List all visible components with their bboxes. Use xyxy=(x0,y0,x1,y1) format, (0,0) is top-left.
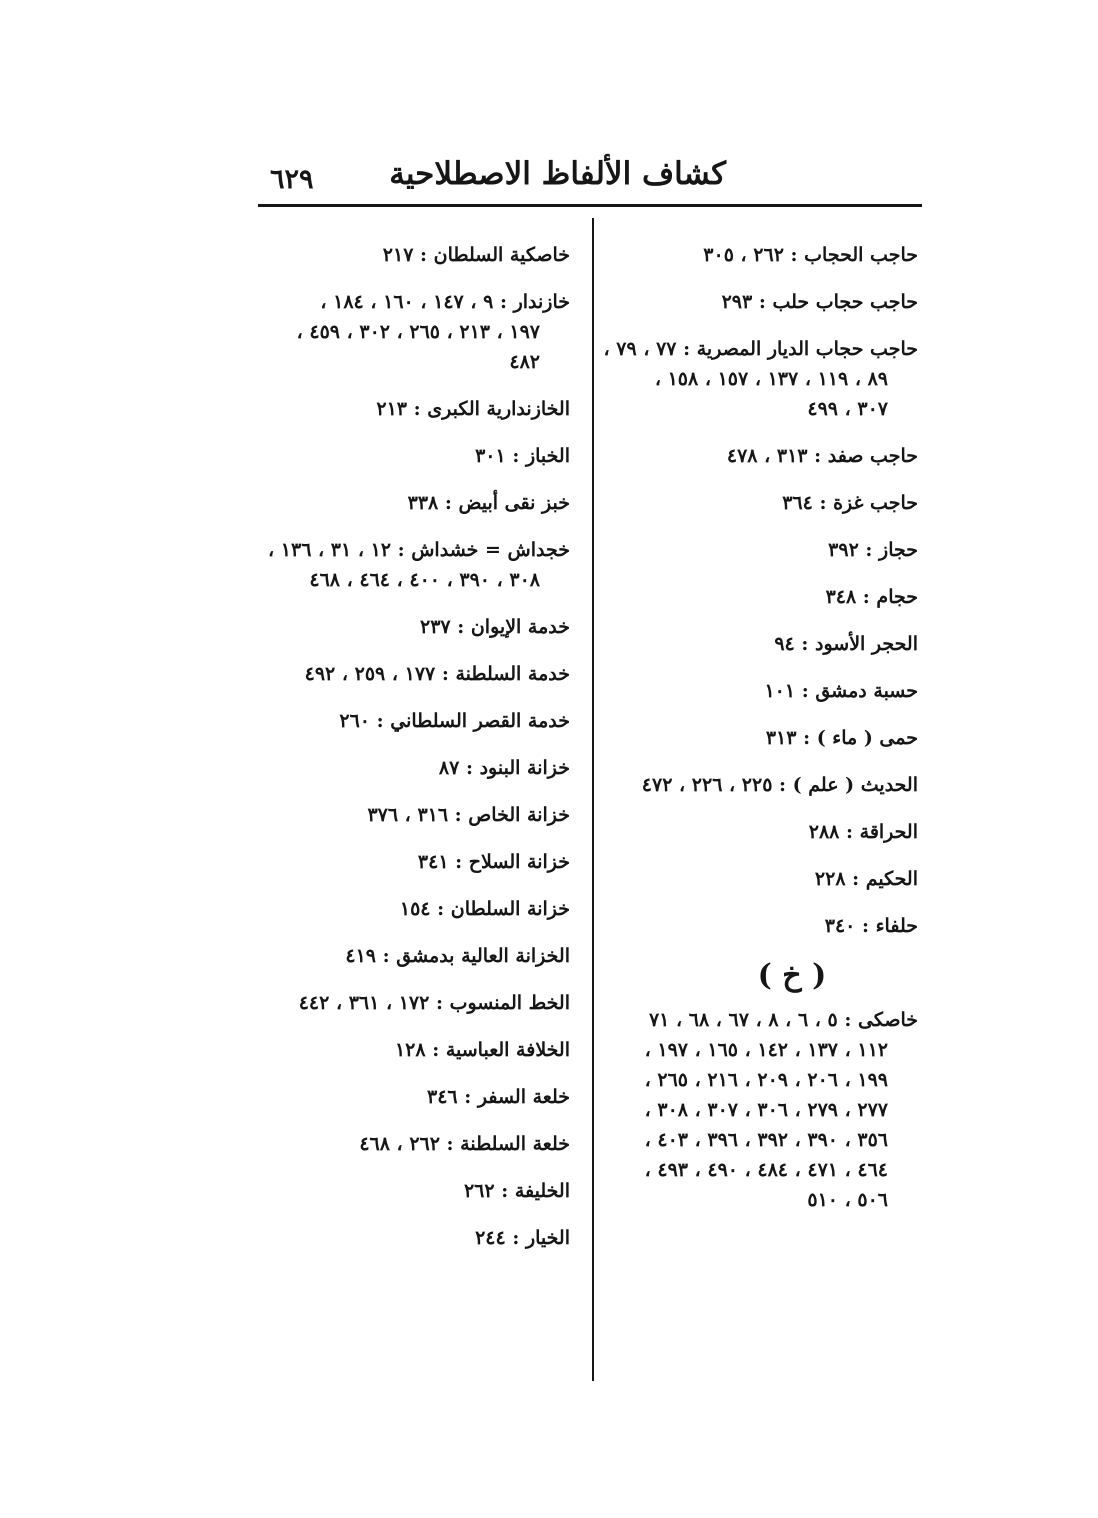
index-entry xyxy=(268,1082,570,1112)
index-entry xyxy=(268,1223,570,1253)
entry-continuation-line: ٤۸۲ xyxy=(509,351,540,373)
index-entry xyxy=(606,535,918,565)
index-entry xyxy=(268,659,570,689)
entry-term-line: الخباز : ۳۰۱ xyxy=(475,445,570,467)
index-entry xyxy=(268,1035,570,1065)
index-entry xyxy=(606,817,918,847)
index-entry xyxy=(268,706,570,736)
entry-continuation-line: ۱۹۷ ، ۲۱۳ ، ۲٦٥ ، ۳۰۲ ، ٤٥۹ ، xyxy=(296,321,540,343)
entry-term-line: خاصكية السلطان : ۲۱۷ xyxy=(382,244,570,266)
index-column-right xyxy=(603,240,918,1232)
entry-term-line: حاجب حجاب الديار المصرية : ۷۷ ، ۷۹ ، xyxy=(603,338,918,360)
entry-continuation-line: ۱۹۹ ، ۲۰٦ ، ۲۰۹ ، ۲۱٦ ، ۲٦٥ ، xyxy=(644,1069,888,1091)
index-entry xyxy=(603,334,918,424)
header-rule xyxy=(258,204,922,207)
index-entry xyxy=(268,535,570,595)
entry-term-line: الحراقة : ۲۸۸ xyxy=(808,821,918,843)
entry-continuation-line: ٥۰٦ ، ٥۱۰ xyxy=(807,1189,888,1211)
entry-term-line: خاصكى : ٥ ، ٦ ، ۸ ، ٦۷ ، ٦۸ ، ۷۱ xyxy=(648,1009,918,1031)
entry-term-line: الحديث ( علم ) : ۲۲٥ ، ۲۲٦ ، ٤۷۲ xyxy=(641,774,918,796)
entry-term-line: حاجب حجاب حلب : ۲۹۳ xyxy=(721,291,918,313)
entry-term-line: حاجب غزة : ۳٦٤ xyxy=(782,492,918,514)
entry-term-line: حاجب الحجاب : ۲٦۲ ، ۳۰٥ xyxy=(703,244,918,266)
index-entry xyxy=(606,676,918,706)
index-entry xyxy=(268,441,570,471)
entry-term-line: خزانة السلطان : ۱٥٤ xyxy=(399,898,570,920)
index-column-left xyxy=(268,240,570,1270)
entry-term-line: حسبة دمشق : ۱۰۱ xyxy=(764,680,918,702)
page-header xyxy=(258,150,922,202)
entry-term-line: حمى ( ماء ) : ۳۱۳ xyxy=(765,727,918,749)
entry-term-line: خزانة البنود : ۸۷ xyxy=(438,757,570,779)
entry-continuation-line: ۲۷۷ ، ۲۷۹ ، ۳۰٦ ، ۳۰۷ ، ۳۰۸ ، xyxy=(644,1099,888,1121)
section-letter-heading: ( خ ) xyxy=(757,958,827,993)
entry-term-line: خازندار : ۹ ، ۱٤۷ ، ۱٦۰ ، ۱۸٤ ، xyxy=(320,291,570,313)
index-entry xyxy=(606,441,918,471)
entry-term-line: خدمة السلطنة : ۱۷۷ ، ۲٥۹ ، ٤۹۲ xyxy=(304,663,570,685)
entry-continuation-line: ٤٦٤ ، ٤۷۱ ، ٤۸٤ ، ٤۹۰ ، ٤۹۳ ، xyxy=(644,1159,888,1181)
entry-term-line: حلفاء : ۳٤۰ xyxy=(824,915,918,937)
page-title: كشاف الألفاظ الاصطلاحية xyxy=(389,156,726,192)
entry-continuation-line: ۳٥٦ ، ۳۹۰ ، ۳۹۲ ، ۳۹٦ ، ٤۰۳ ، xyxy=(644,1129,888,1151)
entry-term-line: الخزانة العالية بدمشق : ٤۱۹ xyxy=(345,945,570,967)
index-entry xyxy=(268,988,570,1018)
entry-term-line: خلعة السلطنة : ۲٦۲ ، ٤٦۸ xyxy=(359,1133,570,1155)
index-entry xyxy=(606,582,918,612)
index-entry xyxy=(268,894,570,924)
index-entry xyxy=(606,911,918,941)
index-entry xyxy=(606,1005,918,1215)
index-entry xyxy=(268,394,570,424)
entry-term-line: خجداش = خشداش : ۱۲ ، ۳۱ ، ۱۳٦ ، xyxy=(268,539,570,561)
entry-term-line: حاجب صفد : ۳۱۳ ، ٤۷۸ xyxy=(726,445,918,467)
index-entry xyxy=(268,240,570,270)
index-entry xyxy=(606,770,918,800)
index-entry xyxy=(268,1176,570,1206)
index-entry xyxy=(268,612,570,642)
entry-term-line: حجاز : ۳۹۲ xyxy=(828,539,918,561)
column-divider xyxy=(592,218,594,1381)
entry-continuation-line: ۳۰۸ ، ۳۹۰ ، ٤۰۰ ، ٤٦٤ ، ٤٦۸ xyxy=(309,569,540,591)
entry-term-line: الحجر الأسود : ۹٤ xyxy=(774,633,918,655)
entry-continuation-line: ۸۹ ، ۱۱۹ ، ۱۳۷ ، ۱٥۷ ، ۱٥۸ ، xyxy=(654,368,888,390)
index-entry xyxy=(606,488,918,518)
entry-term-line: الخط المنسوب : ۱۷۲ ، ۳٦۱ ، ٤٤۲ xyxy=(298,992,570,1014)
entry-term-line: الخيار : ۲٤٤ xyxy=(475,1227,570,1249)
entry-term-line: خزانة الخاص : ۳۱٦ ، ۳۷٦ xyxy=(367,804,570,826)
index-entry xyxy=(268,287,570,377)
index-entry xyxy=(606,240,918,270)
index-entry xyxy=(268,847,570,877)
index-entry xyxy=(606,723,918,753)
page-number: ٦٢٩ xyxy=(270,164,314,195)
entry-term-line: الخلافة العباسية : ۱۲۸ xyxy=(394,1039,570,1061)
entry-term-line: خدمة القصر السلطاني : ۲٦۰ xyxy=(339,710,570,732)
index-entry xyxy=(268,800,570,830)
index-entry xyxy=(268,753,570,783)
entry-term-line: خدمة الإيوان : ۲۳۷ xyxy=(419,616,570,638)
entry-term-line: خزانة السلاح : ۳٤۱ xyxy=(417,851,570,873)
entry-term-line: حجام : ۳٤۸ xyxy=(825,586,918,608)
index-entry xyxy=(606,287,918,317)
entry-continuation-line: ۳۰۷ ، ٤۹۹ xyxy=(807,398,888,420)
index-entry xyxy=(268,1129,570,1159)
index-entry xyxy=(268,488,570,518)
entry-term-line: خبز نقى أبيض : ۳۳۸ xyxy=(407,492,570,514)
index-entry xyxy=(606,864,918,894)
index-entry xyxy=(606,629,918,659)
entry-term-line: الخازندارية الكبرى : ۲۱۳ xyxy=(376,398,570,420)
index-entry xyxy=(268,941,570,971)
entry-continuation-line: ۱۱۲ ، ۱۳۷ ، ۱٤۲ ، ۱٦٥ ، ۱۹۷ ، xyxy=(644,1039,888,1061)
entry-term-line: الحكيم : ۲۲۸ xyxy=(814,868,918,890)
entry-term-line: خلعة السفر : ۳٤٦ xyxy=(427,1086,570,1108)
entry-term-line: الخليفة : ۲٦۲ xyxy=(463,1180,570,1202)
